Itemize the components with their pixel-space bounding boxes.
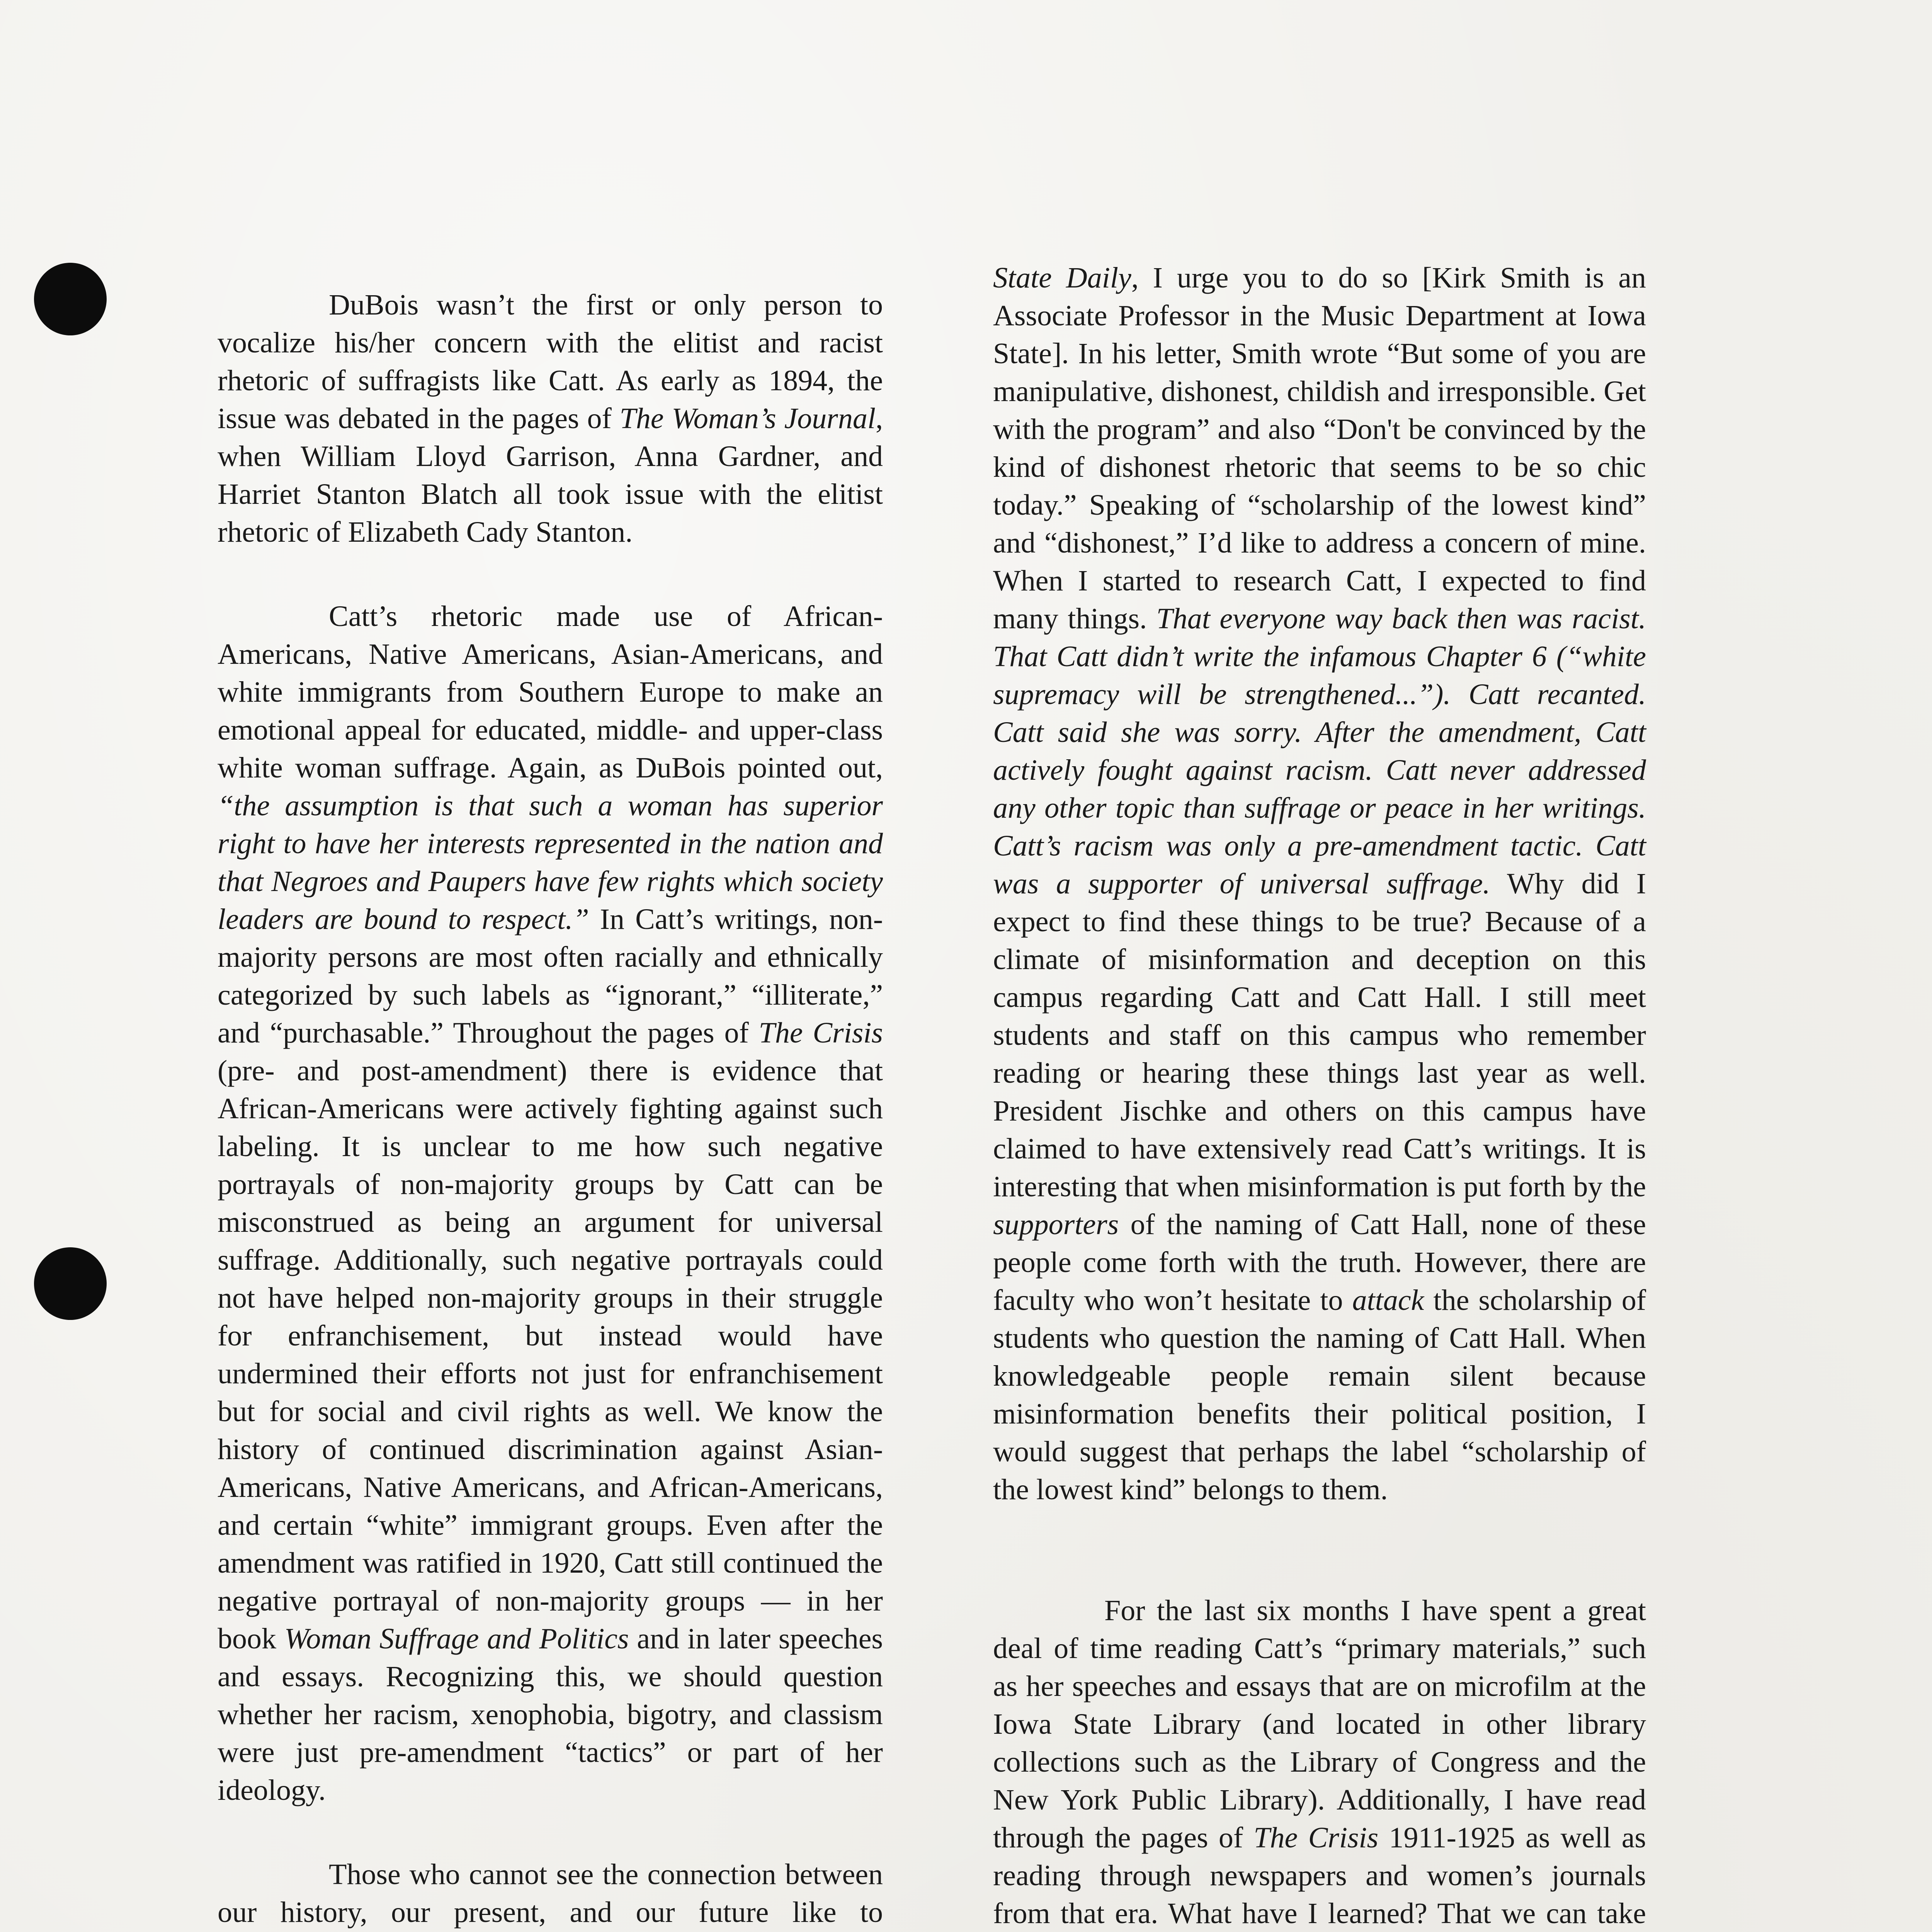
text-span: In Catt’s writings, non-majority persons are most often racially and ethnically categorized by such labels as “ignorant,” “illiterate,” and “purchasable.” Throughout the pages of [218, 903, 883, 1049]
text-span: of the naming of Catt Hall, none of these people come forth with the truth. However, there are faculty who won’t hesitate to [993, 1208, 1646, 1316]
paragraph-catt-rhetoric [218, 597, 883, 1809]
text-span: For the last six months I have spent a great deal of time reading Catt’s “primary materials,” such as her speeches and essays that are on microfilm at the Iowa State Library (and located in other library collections such as the Library of Congress and the New York Public Library). Additionally, I have read through the pages of [993, 1594, 1646, 1854]
text-span: and in later speeches and essays. Recognizing this, we should question whether her racism, xenophobia, bigotry, and classism were just pre-amendment “tactics” or part of her ideology. [218, 1622, 883, 1806]
right-column [993, 259, 1646, 1932]
emphasis-supporters: supporters [993, 1208, 1119, 1241]
text-span: Catt’s rhetoric made use of African-Americans, Native Americans, Asian-Americans, and white immigrants from Southern Europe to make an emotional appeal for educated, middle- and upper-class white woman suffrage. Again, as DuBois pointed out, [218, 600, 883, 784]
text-span: (pre- and post-amendment) there is evidence that African-Americans were actively fighting against such labeling. It is unclear to me how such negative portrayals of non-majority groups by Catt can be misconstrued as being an argument for universal suffrage. Additionally, such negative portrayals could not have helped non-majority groups in their struggle for enfranchisement, but instead would have undermined their efforts not just for enfranchisement but for social and civil rights as well. We know the history of continued discrimination against Asian-Americans, Native Americans, and African-Americans, and certain “white” immigrant groups. Even after the amendment was ratified in 1920, Catt still continued the negative portrayal of non-majority groups — in her book [218, 1054, 883, 1655]
paragraph-dubois [218, 286, 883, 551]
text-span: Those who cannot see the connection between our history, our present, and our future like to [218, 1858, 883, 1929]
journal-title: The Woman’s Journal [619, 402, 876, 435]
newspaper-title: State Daily [993, 262, 1131, 294]
paragraph-kirk-smith [993, 259, 1646, 1509]
text-span: , when William Lloyd Garrison, Anna Gardner, and Harriet Stanton Blatch all took issue with the elitist rhetoric of Elizabeth Cady Stanton. [218, 402, 883, 548]
dubois-quote: “the assumption is that such a woman has superior right to have her interests represented in the nation and that Negroes and Paupers have few rights which society leaders are bound to respect.” [218, 789, 883, 935]
book-title: Woman Suffrage and Politics [284, 1622, 629, 1655]
text-span: DuBois wasn’t the first or only person to vocalize his/her concern with the elitist and racist rhetoric of suffragists like Catt. As early as 1894, the issue was debated in the pages of [218, 289, 883, 435]
crisis-title: The Crisis [1253, 1821, 1379, 1854]
crisis-title: The Crisis [759, 1017, 883, 1049]
paragraph-connection [218, 1855, 883, 1932]
expected-claims: That everyone way back then was racist. That Catt didn’t write the infamous Chapter 6 (“white supremacy will be strengthened...”). Catt recanted. Catt said she was sorry. After the amendment, Catt actively fought against racism. Catt never addressed any other topic than suffrage or peace in her writings. Catt’s racism was only a pre-amendment tactic. Catt was a supporter of universal suffrage. [993, 602, 1646, 900]
left-column [218, 286, 883, 1932]
paragraph-six-months [993, 1592, 1646, 1932]
text-span: , I urge you to do so [Kirk Smith is an Associate Professor in the Music Department at Iowa State]. In his letter, Smith wrote “But some of you are manipulative, dishonest, childish and irresponsible. Get with the program” and also “Don't be convinced by the kind of dishonest rhetoric that seems to be so chic today.” Speaking of “scholarship of the lowest kind” and “dishonest,” I’d like to address a concern of mine. When I started to research Catt, I expected to find many things. [993, 262, 1646, 635]
emphasis-attack: attack [1352, 1284, 1424, 1316]
text-span: Why did I expect to find these things to be true? Because of a climate of misinformation and deception on this campus regarding Catt and Catt Hall. I still meet students and staff on this campus who remember reading or hearing these things last year as well. President Jischke and others on this campus have claimed to have extensively read Catt’s writings. It is interesting that when misinformation is put forth by the [993, 867, 1646, 1203]
punch-hole-top [34, 263, 107, 335]
text-span: 1911-1925 as well as reading through newspapers and women’s journals from that era. What have I learned? That we can take [993, 1821, 1646, 1930]
text-span: the scholarship of students who question the naming of Catt Hall. When knowledgeable people remain silent because misinformation benefits their political position, I would suggest that perhaps the label “scholarship of the lowest kind” belongs to them. [993, 1284, 1646, 1506]
punch-hole-middle [34, 1247, 107, 1320]
